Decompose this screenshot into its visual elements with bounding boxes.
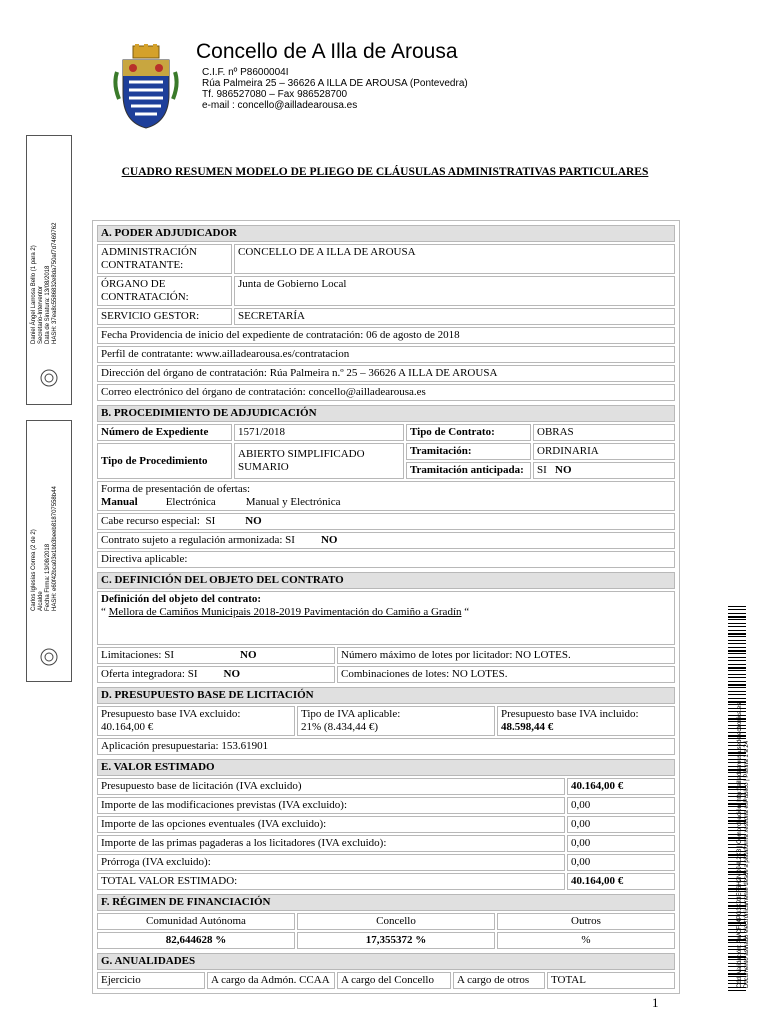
- barcode-stripe: [728, 674, 746, 675]
- definicion-value: Mellora de Camiños Municipais 2018-2019 Pavimentación do Camiño a Gradín: [108, 606, 462, 618]
- section-e-heading: E. VALOR ESTIMADO: [97, 759, 675, 776]
- servicio-value: SECRETARÍA: [234, 308, 675, 325]
- direccion-organo: Dirección del órgano de contratación: Rúa Palmeira n.º 25 – 36626 A ILLA DE AROUSA: [97, 365, 675, 382]
- anualidades-col3: A cargo del Concello: [337, 972, 451, 989]
- barcode-stripe: [728, 647, 746, 648]
- iva-value: 21% (8.434,44 €): [301, 721, 378, 733]
- section-d-heading: D. PRESUPUESTO BASE DE LICITACIÓN: [97, 687, 675, 704]
- tipo-contrato-label: Tipo de Contrato:: [406, 424, 531, 441]
- armonizada-no: NO: [320, 534, 338, 546]
- signer2-name: Carlos Iglesias Correa (2 de 2): [31, 529, 37, 611]
- barcode-stripe: [728, 660, 746, 661]
- valor-value: 0,00: [567, 835, 675, 852]
- seal-icon: [39, 368, 59, 388]
- barcode-stripe: [728, 626, 746, 627]
- table-row: [97, 816, 675, 833]
- correo-organo: Correo electrónico del órgano de contratación: concello@ailladearousa.es: [97, 384, 675, 401]
- tipo-contrato-value: OBRAS: [533, 424, 675, 441]
- combinaciones-lotes: Combinaciones de lotes: NO LOTES.: [337, 666, 675, 683]
- anualidades-col4: A cargo de otros: [453, 972, 545, 989]
- presupuesto-base: [97, 706, 295, 736]
- table-row: [97, 835, 675, 852]
- signer2-role: Alcalde: [38, 591, 44, 611]
- page-number: 1: [652, 995, 659, 1010]
- barcode-stripe: [728, 653, 746, 654]
- barcode-stripe: [728, 616, 746, 618]
- limitaciones-label: Limitaciones: SI: [101, 649, 175, 661]
- barcode-stripe: [728, 670, 746, 671]
- signer1-name: Daniel Ángel Larrosa Bello (1 para 2): [31, 245, 37, 344]
- armonizada-label: Contrato sujeto a regulación armonizada: SI: [101, 534, 295, 546]
- valor-label: Importe de las primas pagaderas a los licitadores (IVA excluido):: [97, 835, 565, 852]
- signer1-hash: HASH: 37ea8c5586832e8da750af7d7469762: [52, 222, 58, 344]
- max-lotes: Número máximo de lotes por licitador: NO LOTES.: [337, 647, 675, 664]
- barcode-stripe: [728, 681, 746, 682]
- barcode-stripe: [728, 990, 746, 991]
- aplicacion-presupuestaria: Aplicación presupuestaria: 153.61901: [97, 738, 675, 755]
- org-cif: C.I.F. nº P8600004I: [202, 67, 289, 78]
- oferta-integradora: [97, 666, 335, 683]
- expediente-label: Número de Expediente: [97, 424, 232, 441]
- section-b-heading: B. PROCEDIMIENTO DE ADJUDICACIÓN: [97, 405, 675, 422]
- tipo-procedimiento-value: ABIERTO SIMPLIFICADO SUMARIO: [234, 443, 404, 479]
- definicion-objeto: [97, 591, 675, 645]
- section-a: [95, 223, 677, 403]
- section-c-heading: C. DEFINICIÓN DEL OBJETO DEL CONTRATO: [97, 572, 675, 589]
- summary-table: [92, 220, 680, 994]
- table-row: [97, 797, 675, 814]
- signer1-date: Data de Sinatura: 13/08/2018: [45, 265, 51, 344]
- financiacion-col1: Comunidad Autónoma: [97, 913, 295, 930]
- anualidades-col2: A cargo da Admón. CCAA: [207, 972, 335, 989]
- section-g-heading: G. ANUALIDADES: [97, 953, 675, 970]
- barcode-stripe: [728, 691, 746, 692]
- tipo-iva: [297, 706, 495, 736]
- financiacion-col3: Outros: [497, 913, 675, 930]
- section-a-heading: A. PODER ADJUDICADOR: [97, 225, 675, 242]
- section-d: [95, 685, 677, 757]
- definicion-open-quote: “: [101, 606, 106, 618]
- table-row: [97, 873, 675, 890]
- forma-label: Forma de presentación de ofertas:: [101, 483, 251, 495]
- valor-value: 0,00: [567, 797, 675, 814]
- forma-manual: Manual: [101, 496, 138, 508]
- signer1-role: Secretario-Interventor: [38, 285, 44, 344]
- perfil-contratante: Perfil de contratante: www.ailladearousa.es/contratacion: [97, 346, 675, 363]
- barcode-stripe: [728, 613, 746, 614]
- barcode-stripe: [728, 606, 746, 607]
- valor-value: 40.164,00 €: [567, 778, 675, 795]
- incl-label: Presupuesto base IVA incluido:: [501, 708, 639, 720]
- forma-mixta: Manual y Electrónica: [245, 496, 341, 508]
- document-title: CUADRO RESUMEN MODELO DE PLIEGO DE CLÁUSULAS ADMINISTRATIVAS PARTICULARES: [121, 166, 649, 178]
- section-c: [95, 570, 677, 685]
- valor-value: 0,00: [567, 854, 675, 871]
- validation-line2: Documento asinado electrónicamente desde a plataforma xestiona esPublico | Páxina 1 a 24: [744, 740, 750, 988]
- barcode-stripe: [728, 694, 746, 695]
- recurso-no: NO: [245, 515, 262, 527]
- base-value: 40.164,00 €: [101, 721, 154, 733]
- signature-stamp-2: [26, 420, 72, 682]
- limitaciones: [97, 647, 335, 664]
- directiva-aplicable: Directiva aplicable:: [97, 551, 675, 568]
- financiacion-val2: 17,355372 %: [297, 932, 495, 949]
- barcode-stripe: [728, 664, 746, 665]
- forma-electronica: Electrónica: [165, 496, 216, 508]
- barcode-stripe: [728, 636, 746, 637]
- tramitacion-label: Tramitación:: [406, 443, 531, 460]
- org-name: Concello de A Illa de Arousa: [196, 40, 458, 63]
- definicion-label: Definición del objeto del contrato:: [101, 593, 262, 605]
- municipal-crest-logo: [113, 44, 179, 130]
- validation-line1: Cód. Validación: AWCFL4PG3K93EF6H2NDJ4L2K3 | Comprobación: http://ailladearousa.sedelectronica.es/: [737, 700, 743, 988]
- presupuesto-incluido: [497, 706, 675, 736]
- expediente-value: 1571/2018: [234, 424, 404, 441]
- forma-presentacion: [97, 481, 675, 511]
- organo-value: Junta de Gobierno Local: [234, 276, 675, 306]
- section-g: [95, 951, 677, 991]
- valor-label: Importe de las opciones eventuales (IVA excluido):: [97, 816, 565, 833]
- recurso-especial: [97, 513, 675, 530]
- signer2-date: Fecha Firma: 13/08/2018: [45, 543, 51, 611]
- org-phone: Tf. 986527080 – Fax 986528700: [202, 89, 348, 100]
- barcode-stripe: [728, 687, 746, 688]
- anticipada-si: SI: [537, 464, 547, 476]
- section-b: [95, 403, 677, 570]
- validation-note: [737, 701, 751, 988]
- fecha-providencia: Fecha Providencia de inicio del expediente de contratación: 06 de agosto de 2018: [97, 327, 675, 344]
- barcode-stripe: [728, 698, 746, 699]
- integradora-label: Oferta integradora: SI: [101, 668, 198, 680]
- seal-icon: [39, 647, 59, 667]
- barcode-stripe: [728, 643, 746, 644]
- barcode-stripe: [728, 619, 746, 620]
- table-row: [97, 854, 675, 871]
- anualidades-col5: TOTAL: [547, 972, 675, 989]
- financiacion-col2: Concello: [297, 913, 495, 930]
- barcode-stripe: [728, 667, 746, 669]
- base-label: Presupuesto base IVA excluido:: [101, 708, 241, 720]
- barcode-stripe: [728, 630, 746, 631]
- table-row: [97, 778, 675, 795]
- servicio-label: SERVICIO GESTOR:: [97, 308, 232, 325]
- valor-label: TOTAL VALOR ESTIMADO:: [97, 873, 565, 890]
- valor-value: 40.164,00 €: [567, 873, 675, 890]
- section-f: [95, 892, 677, 951]
- anticipada-label: Tramitación anticipada:: [406, 462, 531, 479]
- valor-label: Presupuesto base de licitación (IVA excluido): [97, 778, 565, 795]
- valor-label: Importe de las modificaciones previstas (IVA excluido):: [97, 797, 565, 814]
- anticipada-no: NO: [555, 464, 572, 476]
- recurso-label: Cabe recurso especial:: [101, 515, 200, 527]
- barcode-stripe: [728, 623, 746, 624]
- barcode-stripe: [728, 650, 746, 652]
- barcode-stripe: [728, 657, 746, 658]
- financiacion-val1: 82,644628 %: [97, 932, 295, 949]
- org-address: Rúa Palmeira 25 – 36626 A ILLA DE AROUSA (Pontevedra): [202, 78, 468, 89]
- barcode-stripe: [728, 633, 746, 635]
- recurso-si: SI: [205, 515, 216, 527]
- org-email: e-mail : concello@ailladearousa.es: [202, 100, 358, 111]
- valor-label: Prórroga (IVA excluido):: [97, 854, 565, 871]
- iva-label: Tipo de IVA aplicable:: [301, 708, 401, 720]
- barcode-stripe: [728, 684, 746, 686]
- signer2-hash: HASH: e60f42bca03e1bb3beeb818707558b44: [52, 486, 58, 611]
- organo-label: ÓRGANO DE CONTRATACIÓN:: [97, 276, 232, 306]
- limitaciones-no: NO: [240, 649, 257, 661]
- anticipada-value: [533, 462, 675, 479]
- incl-value: 48.598,44 €: [501, 721, 554, 733]
- regulacion-armonizada: [97, 532, 675, 549]
- section-e: [95, 757, 677, 892]
- anualidades-col1: Ejercicio: [97, 972, 205, 989]
- signature-stamp-1: [26, 135, 72, 405]
- tipo-procedimiento-label: Tipo de Procedimiento: [97, 443, 232, 479]
- tramitacion-value: ORDINARIA: [533, 443, 675, 460]
- barcode-stripe: [728, 609, 746, 610]
- barcode-stripe: [728, 640, 746, 641]
- financiacion-val3: %: [497, 932, 675, 949]
- admin-value: CONCELLO DE A ILLA DE AROUSA: [234, 244, 675, 274]
- valor-value: 0,00: [567, 816, 675, 833]
- admin-label: ADMINISTRACIÓN CONTRATANTE:: [97, 244, 232, 274]
- section-f-heading: F. RÉGIMEN DE FINANCIACIÓN: [97, 894, 675, 911]
- barcode-stripe: [728, 677, 746, 678]
- definicion-close-quote: “: [464, 606, 470, 618]
- integradora-no: NO: [223, 668, 241, 680]
